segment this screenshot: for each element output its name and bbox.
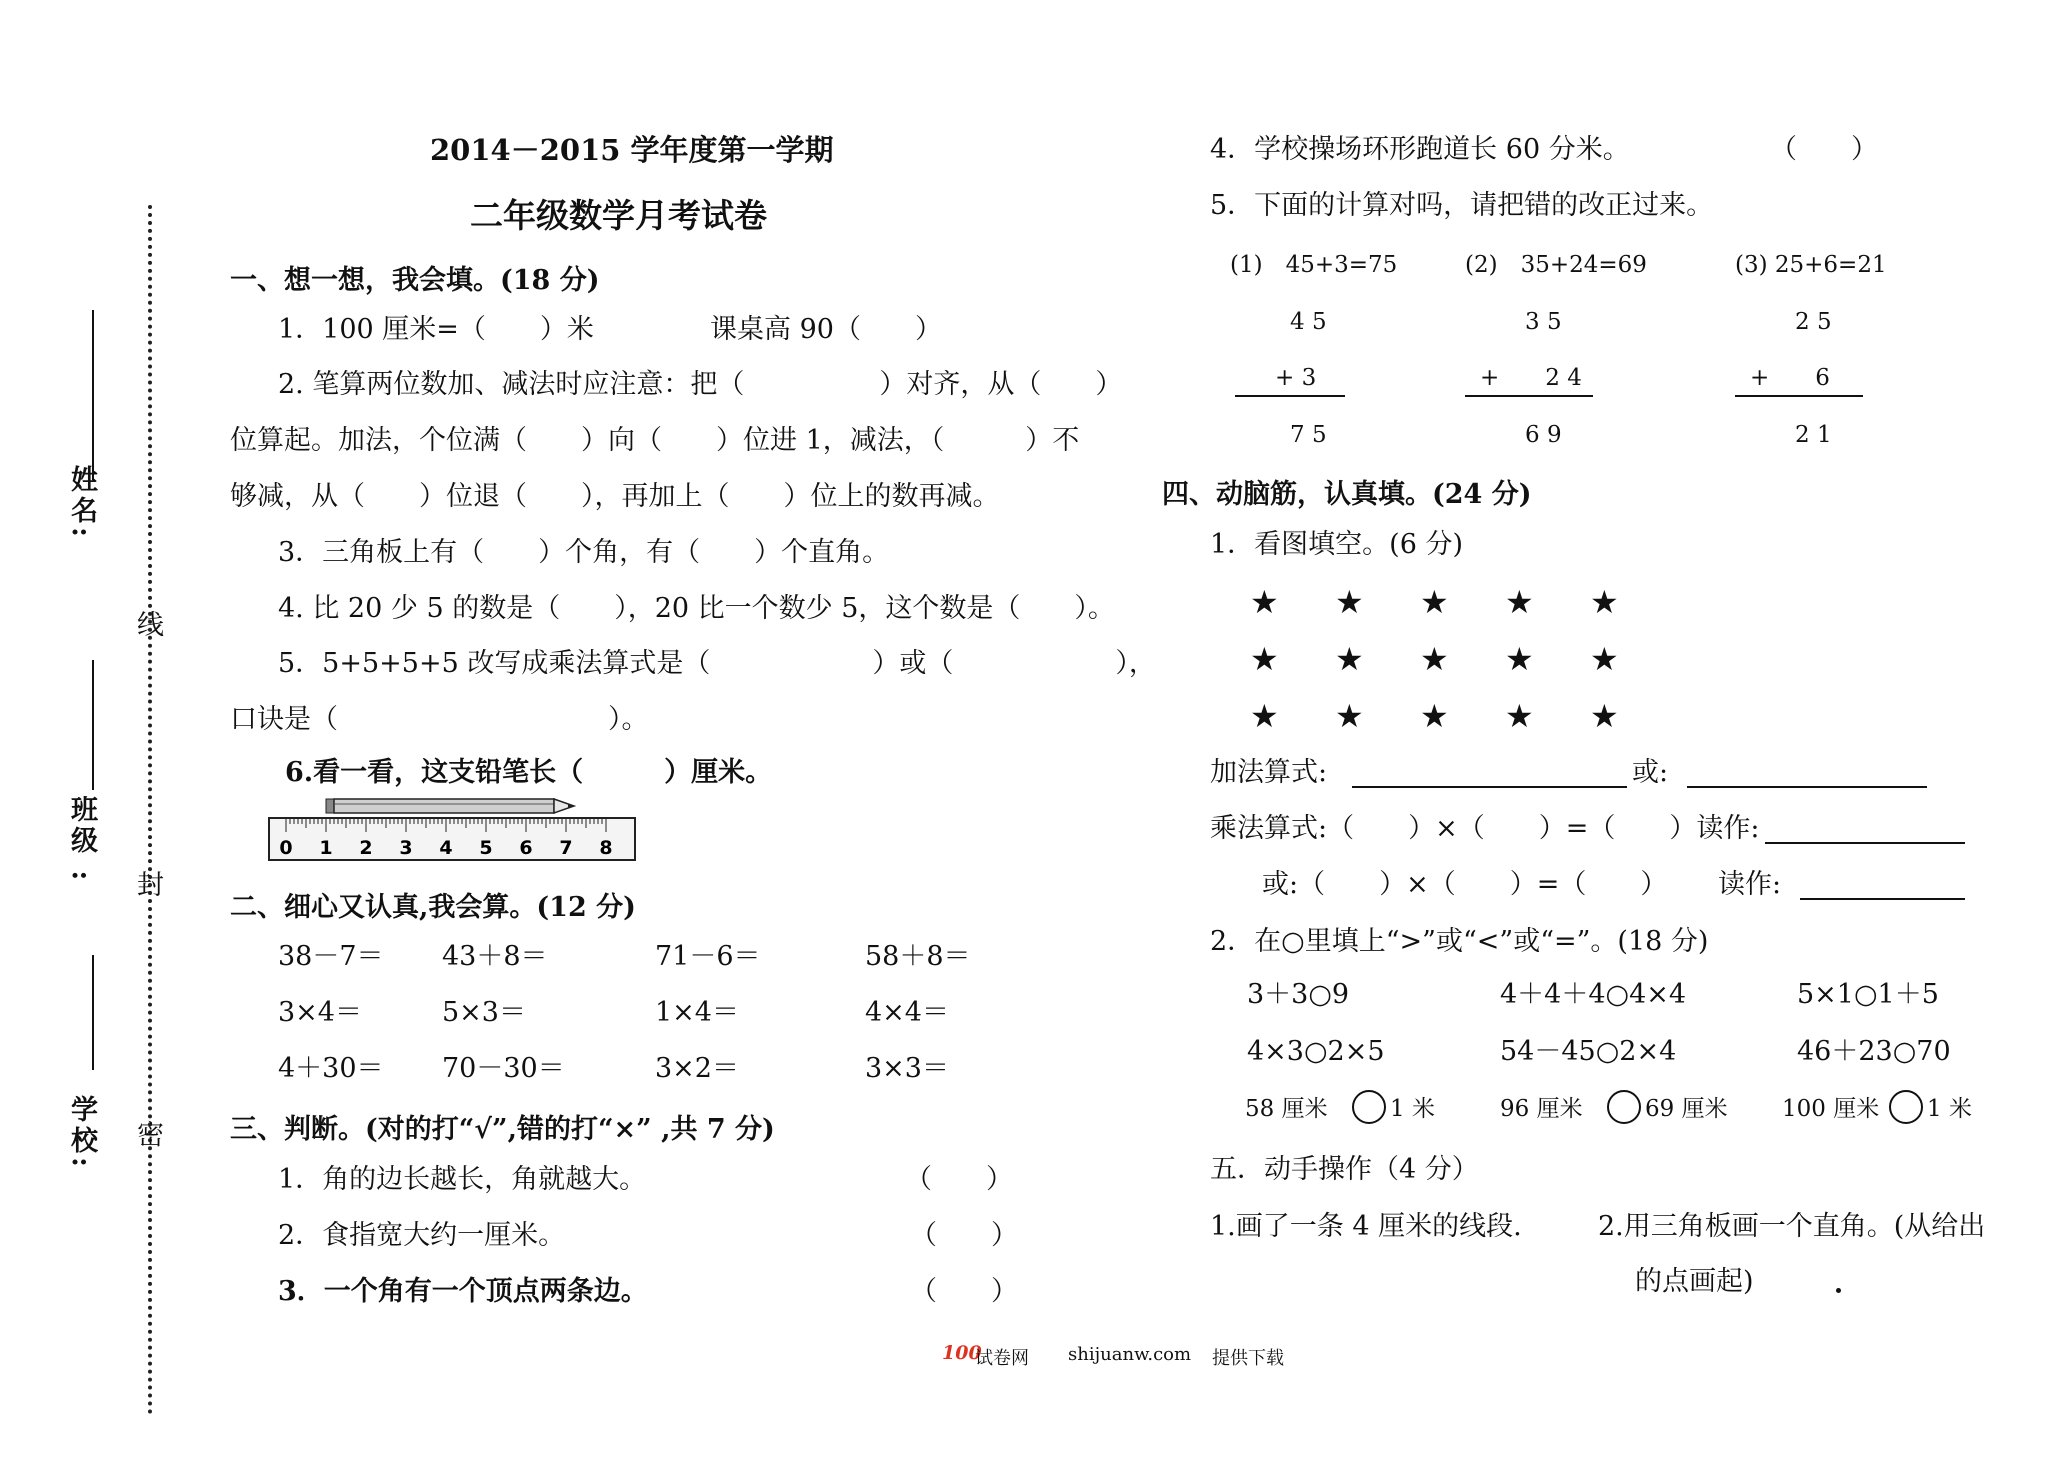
s5-q2-line2: 的点画起) — [1635, 1266, 1754, 1297]
s1-q1b: 课桌高 90（ ） — [710, 314, 942, 345]
compare-item: 5×1○1＋5 — [1797, 979, 1939, 1010]
add-formula-blank-1[interactable] — [1352, 786, 1627, 788]
compare-item: 54－45○2×4 — [1500, 1036, 1677, 1067]
section2-heading: 二、细心又认真,我会算。(12 分) — [230, 892, 636, 923]
star-icon: ★ — [1335, 583, 1364, 621]
pencil-ruler-figure — [262, 796, 672, 868]
unit-compare-right: 1 米 — [1927, 1096, 1972, 1122]
calc-answer: 6 9 — [1525, 422, 1562, 448]
star-icon: ★ — [1335, 640, 1364, 678]
mul-read-blank-1[interactable] — [1765, 842, 1965, 844]
calc-exercise: 43＋8＝ — [442, 941, 548, 972]
compare-item: 4＋4＋4○4×4 — [1500, 979, 1687, 1010]
school-label: 学校: — [66, 1095, 97, 1171]
calc-check-label: (2) 35+24=69 — [1465, 252, 1647, 278]
ruler-digit: 4 — [439, 837, 453, 859]
seal-seal-char: 封 — [132, 870, 163, 901]
seal-mi-char: 密 — [132, 1120, 163, 1151]
add-or-label: 或: — [1632, 757, 1669, 788]
r-q5: 5．下面的计算对吗，请把错的改正过来。 — [1210, 190, 1714, 221]
footer-site-name: 试卷网 — [975, 1348, 1029, 1369]
s3-paren-3[interactable]: （ ） — [910, 1276, 1018, 1307]
star-icon: ★ — [1590, 640, 1619, 678]
s1-q3: 3．三角板上有（ ）个角，有（ ）个直角。 — [278, 537, 890, 568]
ruler-digit: 3 — [399, 837, 413, 859]
calc-exercise: 71－6＝ — [655, 941, 761, 972]
calc-exercise: 5×3＝ — [442, 997, 526, 1028]
s1-q5-line2: 口诀是（ ）。 — [230, 704, 649, 735]
s5-q1: 1.画了一条 4 厘米的线段. — [1210, 1211, 1522, 1242]
s1-q2-line2: 位算起。加法，个位满（ ）向（ ）位进 1，减法，（ ）不 — [230, 425, 1080, 456]
calc-operand: + 2 4 — [1480, 365, 1582, 391]
star-icon: ★ — [1420, 697, 1449, 735]
mul-read-label-2: 读作: — [1718, 869, 1782, 900]
unit-compare-left: 100 厘米 — [1782, 1096, 1880, 1122]
calc-rule-line — [1465, 395, 1593, 397]
r-q4: 4．学校操场环形跑道长 60 分米。 — [1210, 134, 1630, 165]
add-formula-blank-2[interactable] — [1687, 786, 1927, 788]
calc-top-number: 4 5 — [1290, 309, 1327, 335]
r-q4-paren[interactable]: （ ） — [1770, 134, 1878, 165]
calc-exercise: 3×4＝ — [278, 997, 362, 1028]
seal-line-char: 线 — [132, 610, 163, 641]
star-icon: ★ — [1335, 697, 1364, 735]
unit-compare-left: 96 厘米 — [1500, 1096, 1583, 1122]
calc-exercise: 3×3＝ — [865, 1053, 949, 1084]
s3-item-3: 3．一个角有一个顶点两条边。 — [278, 1276, 648, 1307]
class-underline — [92, 660, 94, 790]
calc-rule-line — [1735, 395, 1863, 397]
s1-q5-line1: 5．5+5+5+5 改写成乘法算式是（ ）或（ ）， — [278, 648, 1156, 679]
star-icon: ★ — [1250, 640, 1279, 678]
calc-top-number: 2 5 — [1795, 309, 1832, 335]
compare-circle-blank[interactable] — [1352, 1090, 1386, 1124]
calc-exercise: 3×2＝ — [655, 1053, 739, 1084]
calc-answer: 2 1 — [1795, 422, 1832, 448]
ruler-digit: 1 — [319, 837, 333, 859]
school-underline — [92, 955, 94, 1070]
star-icon: ★ — [1590, 583, 1619, 621]
calc-exercise: 70－30＝ — [442, 1053, 565, 1084]
ruler-digit: 2 — [359, 837, 373, 859]
star-icon: ★ — [1420, 583, 1449, 621]
s1-q2-line1: 2. 笔算两位数加、减法时应注意：把（ ）对齐，从（ ） — [278, 369, 1123, 400]
class-label: 班级 : — [66, 795, 97, 885]
star-icon: ★ — [1420, 640, 1449, 678]
calc-answer: 7 5 — [1290, 422, 1327, 448]
s5-q2-line1: 2.用三角板画一个直角。(从给出 — [1598, 1211, 1986, 1242]
s1-q1a: 1．100 厘米=（ ）米 — [278, 314, 594, 345]
compare-circle-blank[interactable] — [1607, 1090, 1641, 1124]
term-title: 2014－2015 学年度第一学期 — [430, 133, 834, 167]
star-icon: ★ — [1590, 697, 1619, 735]
compare-item: 4×3○2×5 — [1247, 1036, 1385, 1067]
star-icon: ★ — [1505, 583, 1534, 621]
ruler-digit: 7 — [559, 837, 573, 859]
s3-paren-2[interactable]: （ ） — [910, 1220, 1018, 1251]
calc-check-label: (3) 25+6=21 — [1735, 252, 1887, 278]
calc-rule-line — [1235, 395, 1345, 397]
s1-q4: 4. 比 20 少 5 的数是（ ），20 比一个数少 5，这个数是（ ）。 — [278, 593, 1115, 624]
add-formula-label: 加法算式: — [1210, 757, 1328, 788]
pencil-icon — [326, 799, 574, 813]
compare-item: 3＋3○9 — [1247, 979, 1350, 1010]
section5-heading: 五．动手操作（4 分） — [1210, 1154, 1479, 1185]
calc-check-label: (1) 45+3=75 — [1230, 252, 1398, 278]
mul-read-blank-2[interactable] — [1800, 898, 1965, 900]
name-label: 姓名: — [66, 465, 97, 541]
calc-exercise: 4×4＝ — [865, 997, 949, 1028]
unit-compare-right: 69 厘米 — [1645, 1096, 1728, 1122]
footer-url: shijuanw.com — [1068, 1344, 1192, 1365]
compare-circle-blank[interactable] — [1889, 1090, 1923, 1124]
s4-q1: 1．看图填空。(6 分) — [1210, 529, 1464, 560]
s3-paren-1[interactable]: （ ） — [905, 1164, 1013, 1195]
exam-title: 二年级数学月考试卷 — [470, 196, 767, 235]
s1-q2-line3: 够减，从（ ）位退（ ），再加上（ ）位上的数再减。 — [230, 481, 1000, 512]
ruler-digit: 6 — [519, 837, 533, 859]
section1-heading: 一、想一想，我会填。(18 分) — [230, 265, 600, 296]
ruler-digit: 8 — [599, 837, 613, 859]
compare-item: 46＋23○70 — [1797, 1036, 1951, 1067]
start-point-dot — [1836, 1288, 1841, 1293]
footer-note: 提供下载 — [1212, 1348, 1284, 1369]
ruler-digit: 0 — [279, 837, 293, 859]
unit-compare-right: 1 米 — [1390, 1096, 1435, 1122]
section3-heading: 三、判断。(对的打“√”,错的打“×” ,共 7 分) — [230, 1114, 775, 1145]
calc-exercise: 1×4＝ — [655, 997, 739, 1028]
s3-item-2: 2．食指宽大约一厘米。 — [278, 1220, 566, 1251]
unit-compare-left: 58 厘米 — [1245, 1096, 1328, 1122]
footer-logo: 100 — [942, 1342, 982, 1364]
mul-formula-label: 乘法算式:（ ）×（ ）=（ ）读作: — [1210, 813, 1760, 844]
s4-q2: 2．在○里填上“>”或“<”或“=”。(18 分) — [1210, 926, 1709, 957]
calc-exercise: 38－7＝ — [278, 941, 384, 972]
calc-exercise: 4＋30＝ — [278, 1053, 384, 1084]
calc-exercise: 58＋8＝ — [865, 941, 971, 972]
section4-heading: 四、动脑筋，认真填。(24 分) — [1162, 479, 1532, 510]
calc-top-number: 3 5 — [1525, 309, 1562, 335]
binding-dotted-line — [148, 205, 152, 1415]
star-icon: ★ — [1250, 583, 1279, 621]
s1-q6: 6.看一看，这支铅笔长（ ）厘米。 — [285, 757, 773, 788]
star-icon: ★ — [1505, 640, 1534, 678]
ruler-digit: 5 — [479, 837, 493, 859]
star-icon: ★ — [1505, 697, 1534, 735]
mul-or-formula: 或:（ ）×（ ）=（ ） — [1262, 869, 1668, 900]
calc-operand: + 3 — [1275, 365, 1317, 391]
s3-item-1: 1．角的边长越长，角就越大。 — [278, 1164, 647, 1195]
name-underline — [92, 310, 94, 480]
calc-operand: + 6 — [1750, 365, 1830, 391]
star-icon: ★ — [1250, 697, 1279, 735]
